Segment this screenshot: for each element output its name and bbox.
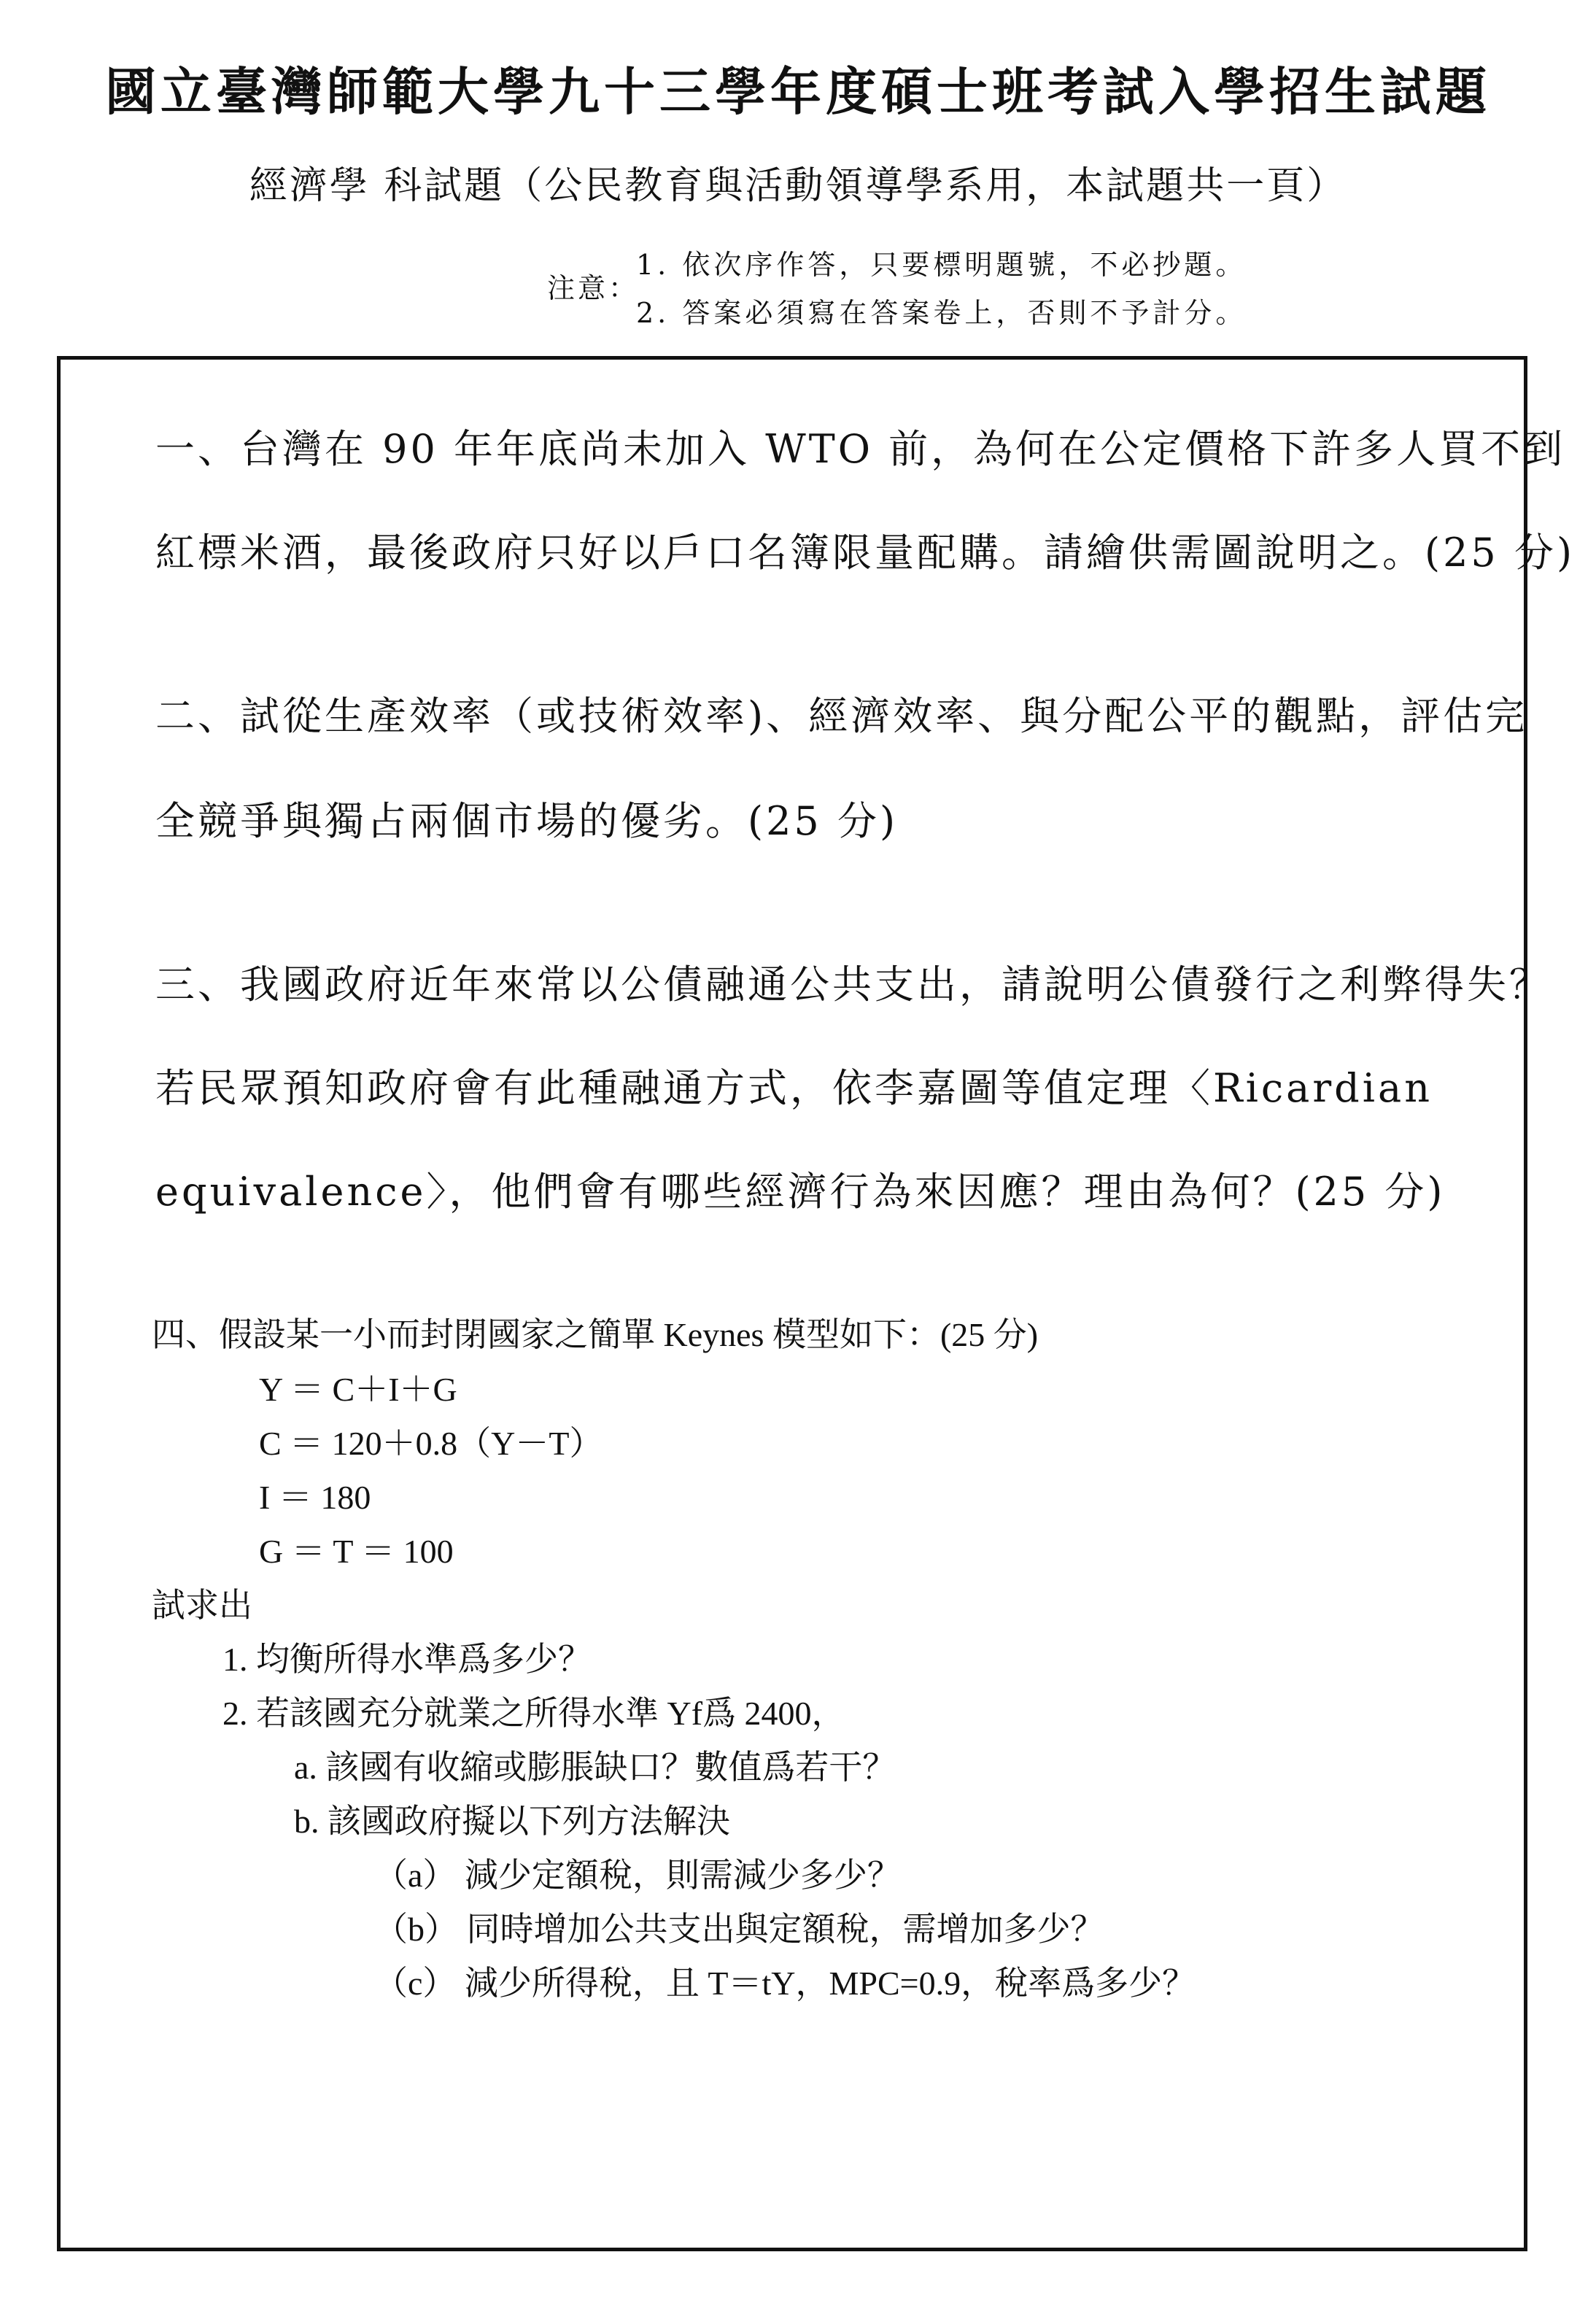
question-3-line: 若民眾預知政府會有此種融通方式，依李嘉圖等值定理〈Ricardian [155, 1065, 1433, 1111]
notice-item: 1. 依次序作答，只要標明題號，不必抄題。 [636, 249, 1247, 281]
question-4-item: 1. 均衡所得水準爲多少？ [222, 1641, 592, 1678]
question-2-line: 二、試從生產效率（或技術效率)、經濟效率、與分配公平的觀點，評估完 [155, 693, 1528, 739]
question-4-item: 2. 若該國充分就業之所得水準 Yf爲 2400， [222, 1695, 845, 1732]
exam-subtitle: 經濟學 科試題（公民教育與活動領導學系用，本試題共一頁） [249, 164, 1347, 208]
question-4-subitem: a. 該國有收縮或膨脹缺口？數值爲若干？ [294, 1749, 896, 1786]
model-equation: I ＝ 180 [259, 1479, 371, 1516]
model-equation: C ＝ 120＋0.8（Y－T） [259, 1425, 603, 1462]
question-4-option: （a） 減少定額稅，則需減少多少？ [374, 1857, 901, 1894]
question-4-option: （c） 減少所得稅，且 T＝tY，MPC=0.9，稅率爲多少？ [374, 1965, 1196, 2002]
notice-label: 注意： [547, 272, 640, 304]
question-1-line: 一、台灣在 90 年年底尚未加入 WTO 前，為何在公定價格下許多人買不到 [155, 426, 1566, 472]
notice-item: 2. 答案必須寫在答案卷上，否則不予計分。 [636, 297, 1247, 329]
notice-list [636, 241, 1247, 337]
question-4-option: （b） 同時增加公共支出與定額稅，需增加多少？ [374, 1911, 1104, 1948]
question-1-line: 紅標米酒，最後政府只好以戶口名簿限量配購。請繪供需圖說明之。(25 分) [155, 530, 1576, 576]
question-2-line: 全競爭與獨占兩個市場的優劣。(25 分) [155, 798, 899, 844]
question-4-ask: 試求出 [152, 1587, 252, 1624]
question-3-line: equivalence〉，他們會有哪些經濟行為來因應？理由為何？(25 分) [155, 1169, 1446, 1215]
question-3-line: 三、我國政府近年來常以公債融通公共支出，請說明公債發行之利弊得失？ [155, 962, 1552, 1007]
page-title: 國立臺灣師範大學九十三學年度碩士班考試入學招生試題 [105, 61, 1491, 122]
question-4-intro: 四、假設某一小而封閉國家之簡單 Keynes 模型如下：(25 分) [152, 1316, 1039, 1353]
model-equation: Y ＝ C＋I＋G [259, 1371, 457, 1408]
question-box [57, 356, 1576, 2251]
model-equation: G ＝ T ＝ 100 [259, 1533, 454, 1570]
question-4-subitem: b. 該國政府擬以下列方法解決 [294, 1803, 730, 1840]
